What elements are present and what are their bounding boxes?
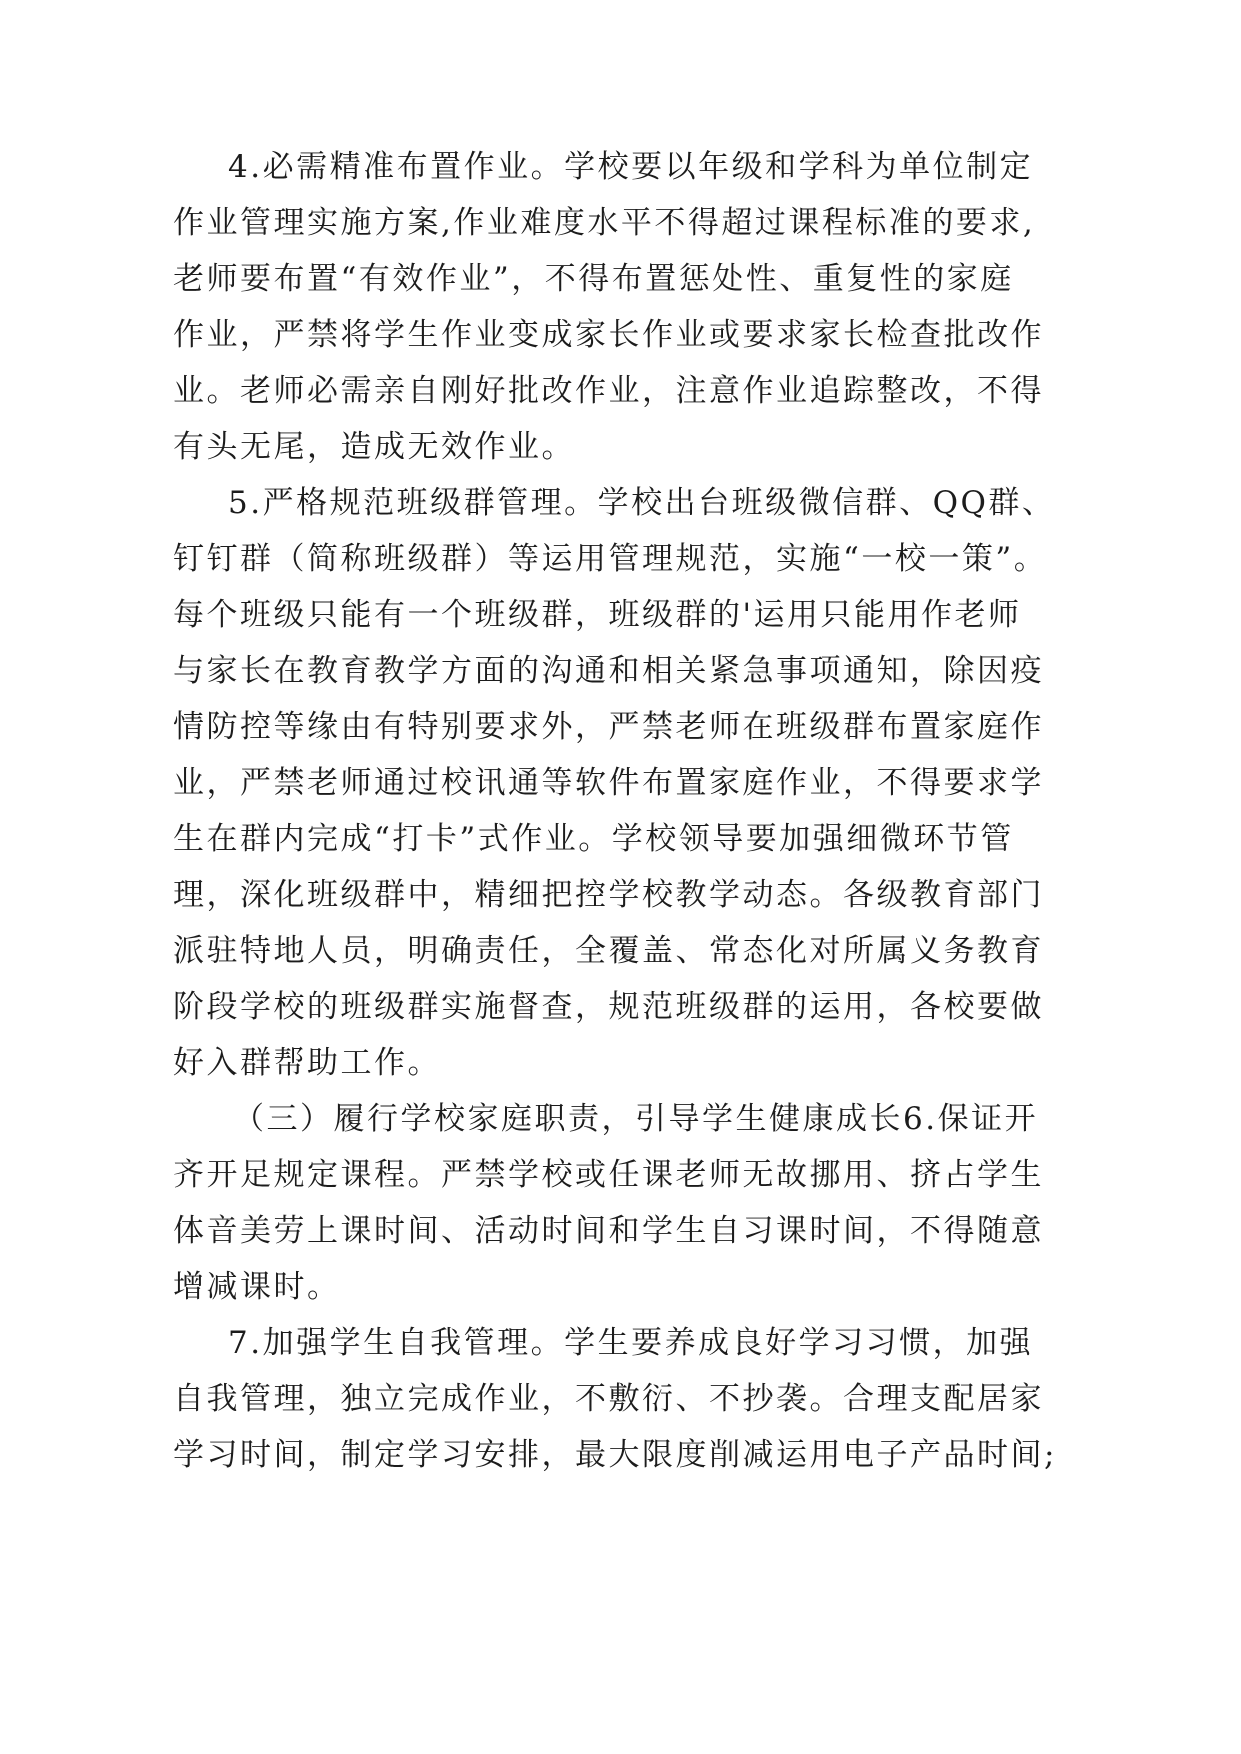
paragraph-4-line-4: 作业，严禁将学生作业变成家长作业或要求家长检查批改作	[173, 317, 1044, 353]
section-3-line-4: 增减课时。	[173, 1269, 341, 1305]
paragraph-5-line-3: 每个班级只能有一个班级群，班级群的'运用只能用作老师	[173, 597, 1022, 633]
paragraph-7-line-2: 自我管理，独立完成作业，不敷衍、不抄袭。合理支配居家	[173, 1381, 1044, 1417]
paragraph-5-line-6: 业，严禁老师通过校讯通等软件布置家庭作业，不得要求学	[173, 765, 1044, 801]
paragraph-5-line-2: 钉钉群（简称班级群）等运用管理规范，实施“一校一策”。	[173, 541, 1048, 577]
paragraph-5-line-7: 生在群内完成“打卡”式作业。学校领导要加强细微环节管	[173, 821, 1014, 857]
paragraph-5-line-4: 与家长在教育教学方面的沟通和相关紧急事项通知，除因疫	[173, 653, 1044, 689]
paragraph-5-line-10: 阶段学校的班级群实施督查，规范班级群的运用，各校要做	[173, 989, 1044, 1025]
paragraph-5-line-11: 好入群帮助工作。	[173, 1045, 441, 1081]
paragraph-5-line-9: 派驻特地人员，明确责任，全覆盖、常态化对所属义务教育	[173, 933, 1044, 969]
section-3-line-2: 齐开足规定课程。严禁学校或任课老师无故挪用、挤占学生	[173, 1157, 1044, 1193]
section-3-line-1: （三）履行学校家庭职责，引导学生健康成长6.保证开	[233, 1101, 1039, 1137]
paragraph-4-line-3: 老师要布置“有效作业”，不得布置惩处性、重复性的家庭	[173, 261, 1014, 297]
paragraph-7-line-3: 学习时间，制定学习安排，最大限度削减运用电子产品时间;	[173, 1437, 1057, 1473]
paragraph-5-line-5: 情防控等缘由有特别要求外，严禁老师在班级群布置家庭作	[173, 709, 1044, 745]
paragraph-4-line-5: 业。老师必需亲自刚好批改作业，注意作业追踪整改，不得	[173, 373, 1044, 409]
paragraph-5-line-1: 5.严格规范班级群管理。学校出台班级微信群、QQ群、	[228, 485, 1056, 521]
paragraph-4-line-1: 4.必需精准布置作业。学校要以年级和学科为单位制定	[228, 149, 1034, 185]
paragraph-5-line-8: 理，深化班级群中，精细把控学校教学动态。各级教育部门	[173, 877, 1044, 913]
paragraph-4-line-2: 作业管理实施方案,作业难度水平不得超过课程标准的要求,	[173, 205, 1036, 241]
paragraph-7-line-1: 7.加强学生自我管理。学生要养成良好学习习惯，加强	[228, 1325, 1034, 1361]
section-3-line-3: 体音美劳上课时间、活动时间和学生自习课时间，不得随意	[173, 1213, 1044, 1249]
paragraph-4-line-6: 有头无尾，造成无效作业。	[173, 429, 575, 465]
